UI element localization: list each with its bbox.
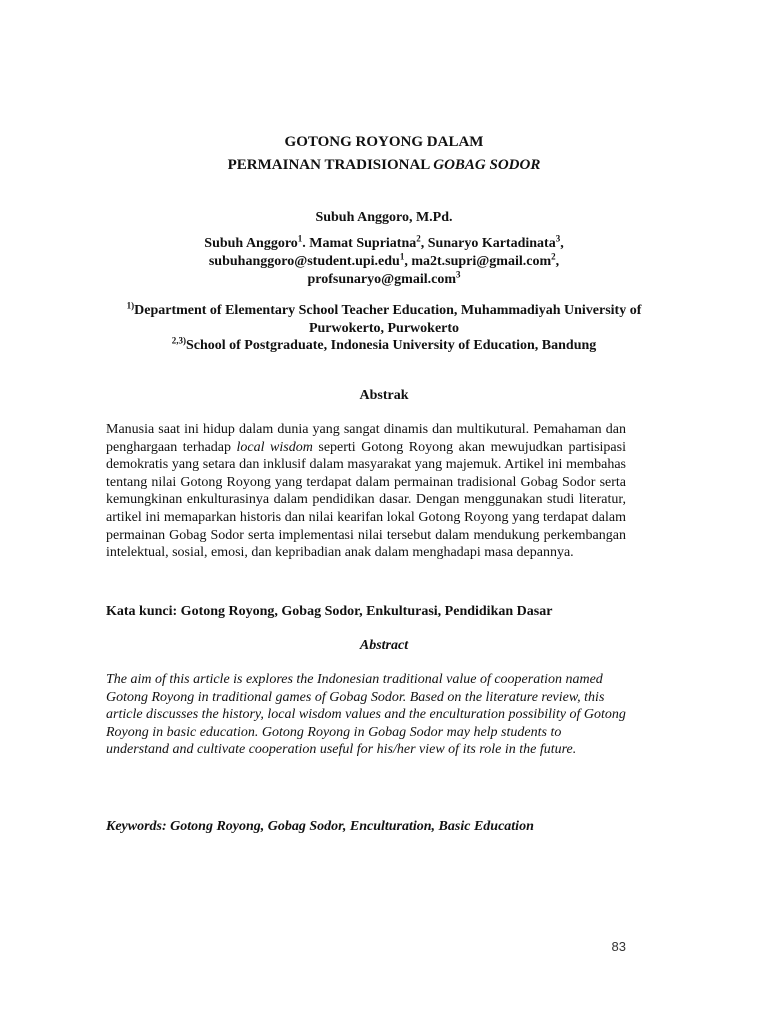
abstract-heading: Abstract bbox=[359, 638, 409, 653]
title-line2-prefix: PERMAINAN TRADISIONAL bbox=[227, 157, 434, 173]
author-emails-2 bbox=[0, 271, 768, 289]
email-3: profsunaryo@gmail.com bbox=[307, 272, 456, 287]
email-1-sup: 1 bbox=[399, 251, 405, 262]
paper-title-line1: GOTONG ROYONG DALAM bbox=[284, 134, 484, 150]
keywords: Keywords: Gotong Royong, Gobag Sodor, Enculturation, Basic Education bbox=[106, 819, 534, 834]
author-3: , Sunaryo Kartadinata bbox=[420, 236, 556, 251]
abstrak-text bbox=[106, 421, 626, 562]
affiliation-2 bbox=[100, 337, 668, 355]
author-main: Subuh Anggoro, M.Pd. bbox=[315, 210, 453, 225]
author-names bbox=[0, 235, 768, 253]
abstrak-text-part1: Manusia saat ini hidup dalam dunia yang sangat dinamis dan multikutural. Pemahaman dan penghargaan terhadap bbox=[106, 422, 626, 455]
email-3-sup: 3 bbox=[455, 269, 461, 280]
email-2: , ma2t.supri@gmail.com bbox=[404, 254, 552, 269]
author-3-comma: , bbox=[560, 236, 564, 251]
email-1: subuhanggoro@student.upi.edu bbox=[208, 254, 400, 269]
author-2-sup: 2 bbox=[416, 233, 421, 244]
abstrak-text-part2: seperti Gotong Royong akan mewujudkan partisipasi demokratis yang setara dan inklusif dalam masyarakat yang majemuk. Artikel ini membahas tentang nilai Gotong Royong yang terdapat dalam permainan tradisional Gobag Sodor serta kemungkinan enkulturasinya dalam pendidikan dasar. Dengan menggunakan studi literatur, artikel ini memaparkan historis dan nilai kearifan lokal Gotong Royong yang terdapat dalam permainan Gobag Sodor serta implementasi nilai tersebut dalam mendukung perkembangan intelektual, sosial, emosi, dan kepribadian anak dalam menghadapi masa depannya. bbox=[106, 439, 626, 561]
author-emails-1 bbox=[0, 253, 768, 271]
author-3-sup: 3 bbox=[555, 233, 561, 244]
affiliation-1-text: Department of Elementary School Teacher Education, Muhammadiyah University of Purwokerto, Purwokerto bbox=[134, 303, 642, 336]
abstrak-heading: Abstrak bbox=[359, 388, 409, 403]
email-2-sup: 2 bbox=[551, 251, 556, 262]
author-1-sup: 1 bbox=[297, 233, 303, 244]
affiliation-2-sup: 2,3) bbox=[171, 335, 186, 346]
affiliation-1-sup: 1) bbox=[126, 300, 135, 311]
title-line2-italic: GOBAG SODOR bbox=[433, 157, 541, 173]
author-1: Subuh Anggoro bbox=[204, 236, 298, 251]
abstrak-text-italic: local wisdom bbox=[236, 439, 313, 455]
page-number: 83 bbox=[611, 939, 626, 954]
author-list bbox=[0, 235, 768, 289]
paper-title-line2 bbox=[0, 157, 768, 174]
affiliation-1 bbox=[100, 302, 668, 338]
email-2-comma: , bbox=[555, 254, 560, 269]
kata-kunci: Kata kunci: Gotong Royong, Gobag Sodor, Enkulturasi, Pendidikan Dasar bbox=[106, 604, 553, 619]
affiliation-2-text: School of Postgraduate, Indonesia University of Education, Bandung bbox=[185, 338, 597, 353]
abstract-text: The aim of this article is explores the Indonesian traditional value of cooperation named Gotong Royong in traditional games of Gobag Sodor. Based on the literature review, this article discusses the history, local wisdom values and the enculturation possibility of Gotong Royong in basic education. Gotong Royong in Gobag Sodor may help students to understand and cultivate cooperation useful for his/her view of its role in the future. bbox=[106, 672, 626, 758]
author-2: . Mamat Supriatna bbox=[302, 236, 417, 251]
